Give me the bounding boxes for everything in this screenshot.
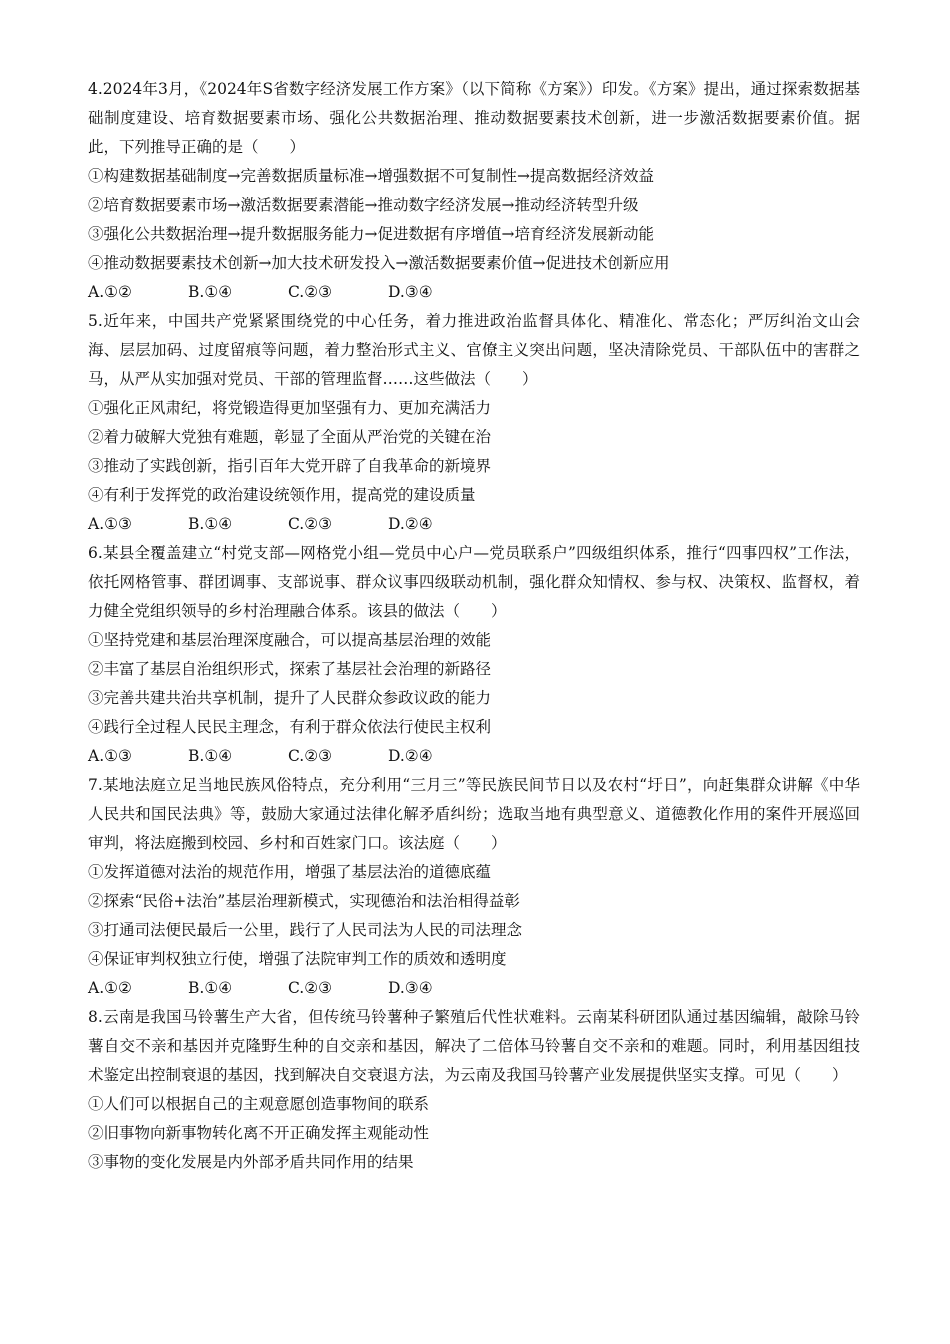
question-stem: 5.近年来，中国共产党紧紧围绕党的中心任务，着力推进政治监督具体化、精准化、常态化；严厉纠治文山会海、层层加码、过度留痕等问题，着力整治形式主义、官僚主义突出问题，坚决清除党员、干部队伍中的害群之马，从严从实加强对党员、干部的管理监督……这些做法（ ） (88, 312, 860, 388)
answer-choices (88, 974, 860, 1003)
option-2: ②培育数据要素市场→激活数据要素潜能→推动数字经济发展→推动经济转型升级 (88, 196, 639, 214)
choice-d: D.②④ (388, 747, 433, 765)
option-1: ①坚持党建和基层治理深度融合，可以提高基层治理的效能 (88, 631, 492, 649)
question-5 (88, 307, 860, 539)
answer-choices (88, 742, 860, 771)
option-3: ③打通司法便民最后一公里，践行了人民司法为人民的司法理念 (88, 921, 523, 939)
choice-a: A.①③ (88, 515, 132, 533)
option-4: ④有利于发挥党的政治建设统领作用，提高党的建设质量 (88, 486, 476, 504)
option-4: ④践行全过程人民民主理念，有利于群众依法行使民主权利 (88, 718, 492, 736)
choice-c: C.②③ (288, 283, 333, 301)
option-1: ①构建数据基础制度→完善数据质量标准→增强数据不可复制性→提高数据经济效益 (88, 167, 654, 185)
choice-a: A.①② (88, 283, 132, 301)
choice-d: D.③④ (388, 283, 433, 301)
option-3: ③事物的变化发展是内外部矛盾共同作用的结果 (88, 1153, 414, 1171)
option-2: ②着力破解大党独有难题，彰显了全面从严治党的关键在治 (88, 428, 492, 446)
option-4: ④推动数据要素技术创新→加大技术研发投入→激活数据要素价值→促进技术创新应用 (88, 254, 670, 272)
question-8 (88, 1003, 860, 1177)
question-stem: 7.某地法庭立足当地民族风俗特点，充分利用“三月三”等民族民间节日以及农村“圩日”，向赶集群众讲解《中华人民共和国民法典》等，鼓励大家通过法律化解矛盾纠纷；选取当地有典型意义、道德教化作用的案件开展巡回审判，将法庭搬到校园、乡村和百姓家门口。该法庭（ ） (88, 776, 860, 852)
question-6 (88, 539, 860, 771)
choice-a: A.①③ (88, 747, 132, 765)
choice-c: C.②③ (288, 979, 333, 997)
option-4: ④保证审判权独立行使，增强了法院审判工作的质效和透明度 (88, 950, 507, 968)
choice-b: B.①④ (188, 979, 233, 997)
option-1: ①发挥道德对法治的规范作用，增强了基层法治的道德底蕴 (88, 863, 492, 881)
choice-c: C.②③ (288, 515, 333, 533)
answer-choices (88, 510, 860, 539)
choice-b: B.①④ (188, 283, 233, 301)
choice-a: A.①② (88, 979, 132, 997)
answer-choices (88, 278, 860, 307)
question-7 (88, 771, 860, 1003)
question-stem: 8.云南是我国马铃薯生产大省，但传统马铃薯种子繁殖后代性状难料。云南某科研团队通过基因编辑，敲除马铃薯自交不亲和基因并克隆野生种的自交亲和基因，解决了二倍体马铃薯自交不亲和的难题。同时，利用基因组技术鉴定出控制衰退的基因，找到解决自交衰退方法，为云南及我国马铃薯产业发展提供坚实支撑。可见（ ） (88, 1008, 860, 1084)
option-3: ③推动了实践创新，指引百年大党开辟了自我革命的新境界 (88, 457, 492, 475)
option-2: ②探索“民俗+法治”基层治理新模式，实现德治和法治相得益彰 (88, 892, 520, 910)
option-1: ①人们可以根据自己的主观意愿创造事物间的联系 (88, 1095, 430, 1113)
option-2: ②旧事物向新事物转化离不开正确发挥主观能动性 (88, 1124, 430, 1142)
option-3: ③完善共建共治共享机制，提升了人民群众参政议政的能力 (88, 689, 492, 707)
option-3: ③强化公共数据治理→提升数据服务能力→促进数据有序增值→培育经济发展新动能 (88, 225, 654, 243)
choice-b: B.①④ (188, 747, 233, 765)
question-4 (88, 75, 860, 307)
option-1: ①强化正风肃纪，将党锻造得更加坚强有力、更加充满活力 (88, 399, 492, 417)
choice-b: B.①④ (188, 515, 233, 533)
question-stem: 6.某县全覆盖建立“村党支部—网格党小组—党员中心户—党员联系户”四级组织体系，推行“四事四权”工作法，依托网格管事、群团调事、支部说事、群众议事四级联动机制，强化群众知情权、参与权、决策权、监督权，着力健全党组织领导的乡村治理融合体系。该县的做法（ ） (88, 544, 860, 620)
choice-d: D.③④ (388, 979, 433, 997)
option-2: ②丰富了基层自治组织形式，探索了基层社会治理的新路径 (88, 660, 492, 678)
choice-d: D.②④ (388, 515, 433, 533)
choice-c: C.②③ (288, 747, 333, 765)
question-stem: 4.2024年3月，《2024年S省数字经济发展工作方案》（以下简称《方案》）印发。《方案》提出，通过探索数据基础制度建设、培育数据要素市场、强化公共数据治理、推动数据要素技术创新，进一步激活数据要素价值。据此，下列推导正确的是（ ） (88, 80, 860, 156)
